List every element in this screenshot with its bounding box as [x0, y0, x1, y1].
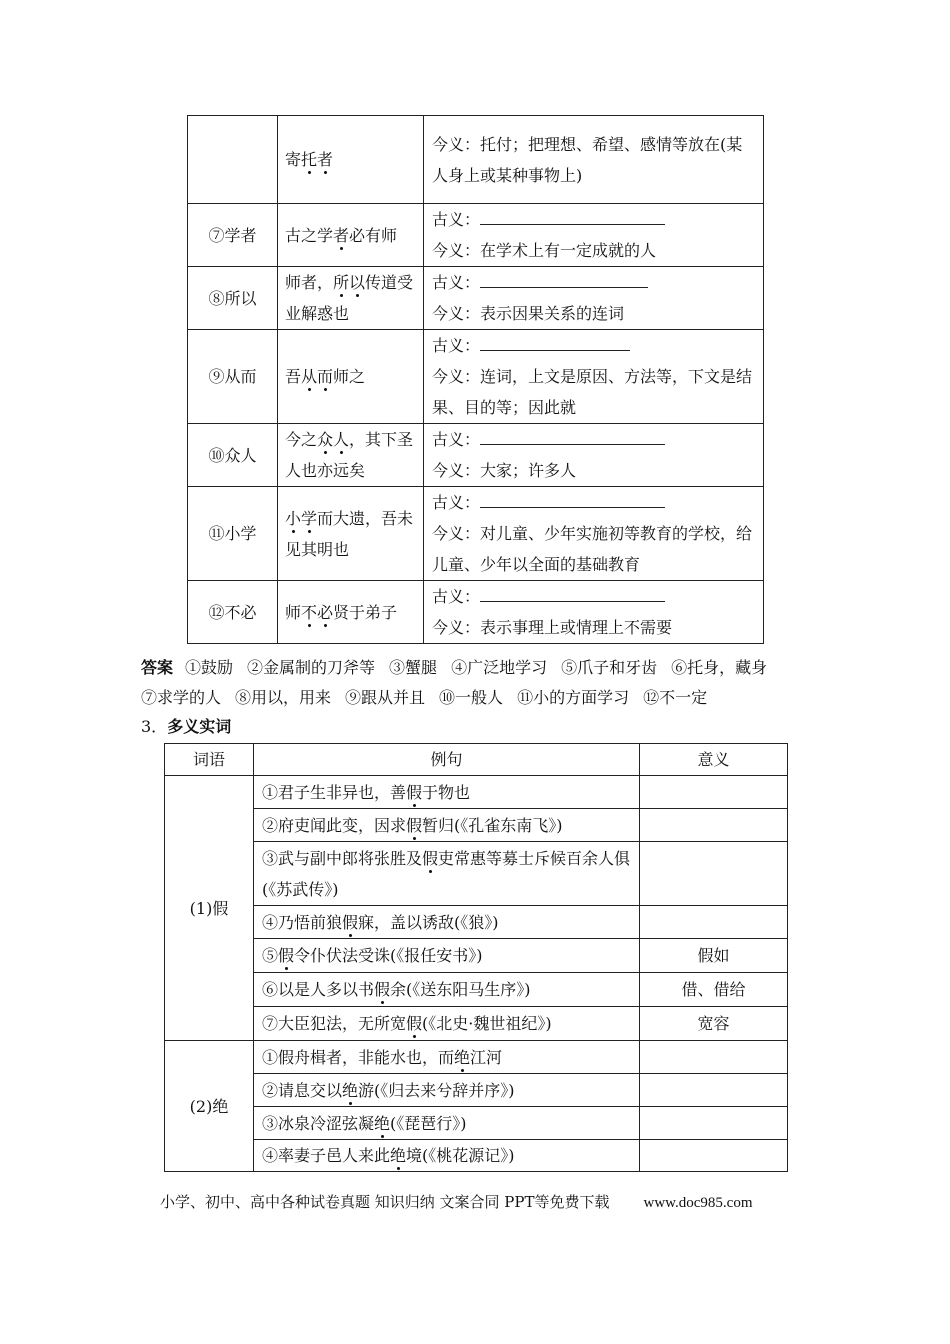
sentence-cell: ④率妻子邑人来此绝境(《桃花源记》): [254, 1140, 640, 1172]
table-row: [165, 1041, 788, 1074]
word-cell: ⑩众人: [188, 424, 278, 487]
meaning-cell[interactable]: [640, 842, 788, 906]
word-cell: ⑧所以: [188, 267, 278, 330]
table-row: [188, 487, 764, 581]
footer-url[interactable]: www.doc985.com: [643, 1195, 753, 1211]
section-heading: 3．多义实词: [141, 717, 232, 736]
answer-block: 答案 ①鼓励 ②金属制的刀斧等 ③蟹腿 ④广泛地学习 ⑤爪子和牙齿 ⑥托身，藏身 ⑦求学的人 ⑧用以，用来 ⑨跟从并且 ⑩一般人 ⑪小的方面学习 ⑫不一定: [141, 658, 768, 707]
sentence-cell: ②府吏闻此变，因求假暂归(《孔雀东南飞》): [254, 809, 640, 842]
table-row: [188, 267, 764, 330]
word-cell-jia: (1)假: [165, 776, 254, 1041]
answer-blank[interactable]: [480, 335, 630, 351]
word-cell-jue: (2)绝: [165, 1041, 254, 1172]
meaning-cell: 古义： 今义：对儿童、少年实施初等教育的学校，给儿童、少年以全面的基础教育: [424, 487, 764, 581]
meaning-cell[interactable]: [640, 1074, 788, 1107]
table-header-row: [165, 744, 788, 776]
sentence-cell: ④乃悟前狼假寐，盖以诱敌(《狼》): [254, 906, 640, 939]
table-row: [165, 1007, 788, 1041]
example-cell: 师不必贤于弟子: [278, 581, 424, 644]
meaning-cell: 古义： 今义：表示因果关系的连词: [424, 267, 764, 330]
meaning-cell[interactable]: [640, 776, 788, 809]
answer-blank[interactable]: [480, 272, 648, 288]
example-cell: 古之学者必有师: [278, 204, 424, 267]
meaning-cell[interactable]: [640, 1140, 788, 1172]
gujin-yiyi-table: [187, 115, 764, 644]
meaning-cell[interactable]: [640, 906, 788, 939]
meaning-cell: 借、借给: [640, 973, 788, 1007]
example-cell: 师者，所以传道受业解惑也: [278, 267, 424, 330]
word-cell: [188, 116, 278, 204]
header-sentence: 例句: [254, 744, 640, 776]
example-cell: 今之众人，其下圣人也亦远矣: [278, 424, 424, 487]
meaning-cell: 宽容: [640, 1007, 788, 1041]
table-row: [165, 776, 788, 809]
table-row: [165, 973, 788, 1007]
table-row: [165, 1140, 788, 1172]
meaning-cell: 古义： 今义：连词，上文是原因、方法等，下文是结果、目的等；因此就: [424, 330, 764, 424]
meaning-cell[interactable]: [640, 1041, 788, 1074]
example-cell: 寄托者: [278, 116, 424, 204]
header-word: 词语: [165, 744, 254, 776]
table-row: [188, 581, 764, 644]
sentence-cell: ⑥以是人多以书假余(《送东阳马生序》): [254, 973, 640, 1007]
answer-blank[interactable]: [480, 209, 665, 225]
meaning-cell: 古义： 今义：在学术上有一定成就的人: [424, 204, 764, 267]
table-row: [188, 204, 764, 267]
example-cell: 吾从而师之: [278, 330, 424, 424]
table-row: [188, 116, 764, 204]
duoyi-shici-table: [164, 743, 788, 1172]
table-row: [165, 906, 788, 939]
table-row: [165, 842, 788, 906]
footer: [160, 1191, 753, 1212]
word-cell: ⑪小学: [188, 487, 278, 581]
meaning-cell: 假如: [640, 939, 788, 973]
table-row: [165, 809, 788, 842]
sentence-cell: ②请息交以绝游(《归去来兮辞并序》): [254, 1074, 640, 1107]
meaning-cell: 今义：托付；把理想、希望、感情等放在(某人身上或某种事物上): [424, 116, 764, 204]
word-cell: ⑦学者: [188, 204, 278, 267]
answer-blank[interactable]: [480, 492, 665, 508]
sentence-cell: ③武与副中郎将张胜及假吏常惠等募士斥候百余人俱(《苏武传》): [254, 842, 640, 906]
answer-label: 答案: [141, 658, 174, 677]
table-row: [165, 1107, 788, 1140]
meaning-cell[interactable]: [640, 1107, 788, 1140]
word-cell: ⑨从而: [188, 330, 278, 424]
example-cell: 小学而大遗，吾未见其明也: [278, 487, 424, 581]
sentence-cell: ③冰泉冷涩弦凝绝(《琵琶行》): [254, 1107, 640, 1140]
meaning-cell[interactable]: [640, 809, 788, 842]
sentence-cell: ⑤假令仆伏法受诛(《报任安书》): [254, 939, 640, 973]
footer-text: 小学、初中、高中各种试卷真题 知识归纳 文案合同 PPT等免费下载: [160, 1193, 610, 1211]
answer-blank[interactable]: [480, 586, 665, 602]
meaning-cell: 古义： 今义：表示事理上或情理上不需要: [424, 581, 764, 644]
sentence-cell: ①假舟楫者，非能水也，而绝江河: [254, 1041, 640, 1074]
table-row: [165, 939, 788, 973]
table-row: [165, 1074, 788, 1107]
sentence-cell: ①君子生非异也，善假于物也: [254, 776, 640, 809]
answer-blank[interactable]: [480, 429, 665, 445]
header-meaning: 意义: [640, 744, 788, 776]
word-cell: ⑫不必: [188, 581, 278, 644]
table-row: [188, 330, 764, 424]
meaning-cell: 古义： 今义：大家；许多人: [424, 424, 764, 487]
table-row: [188, 424, 764, 487]
sentence-cell: ⑦大臣犯法，无所宽假(《北史·魏世祖纪》): [254, 1007, 640, 1041]
